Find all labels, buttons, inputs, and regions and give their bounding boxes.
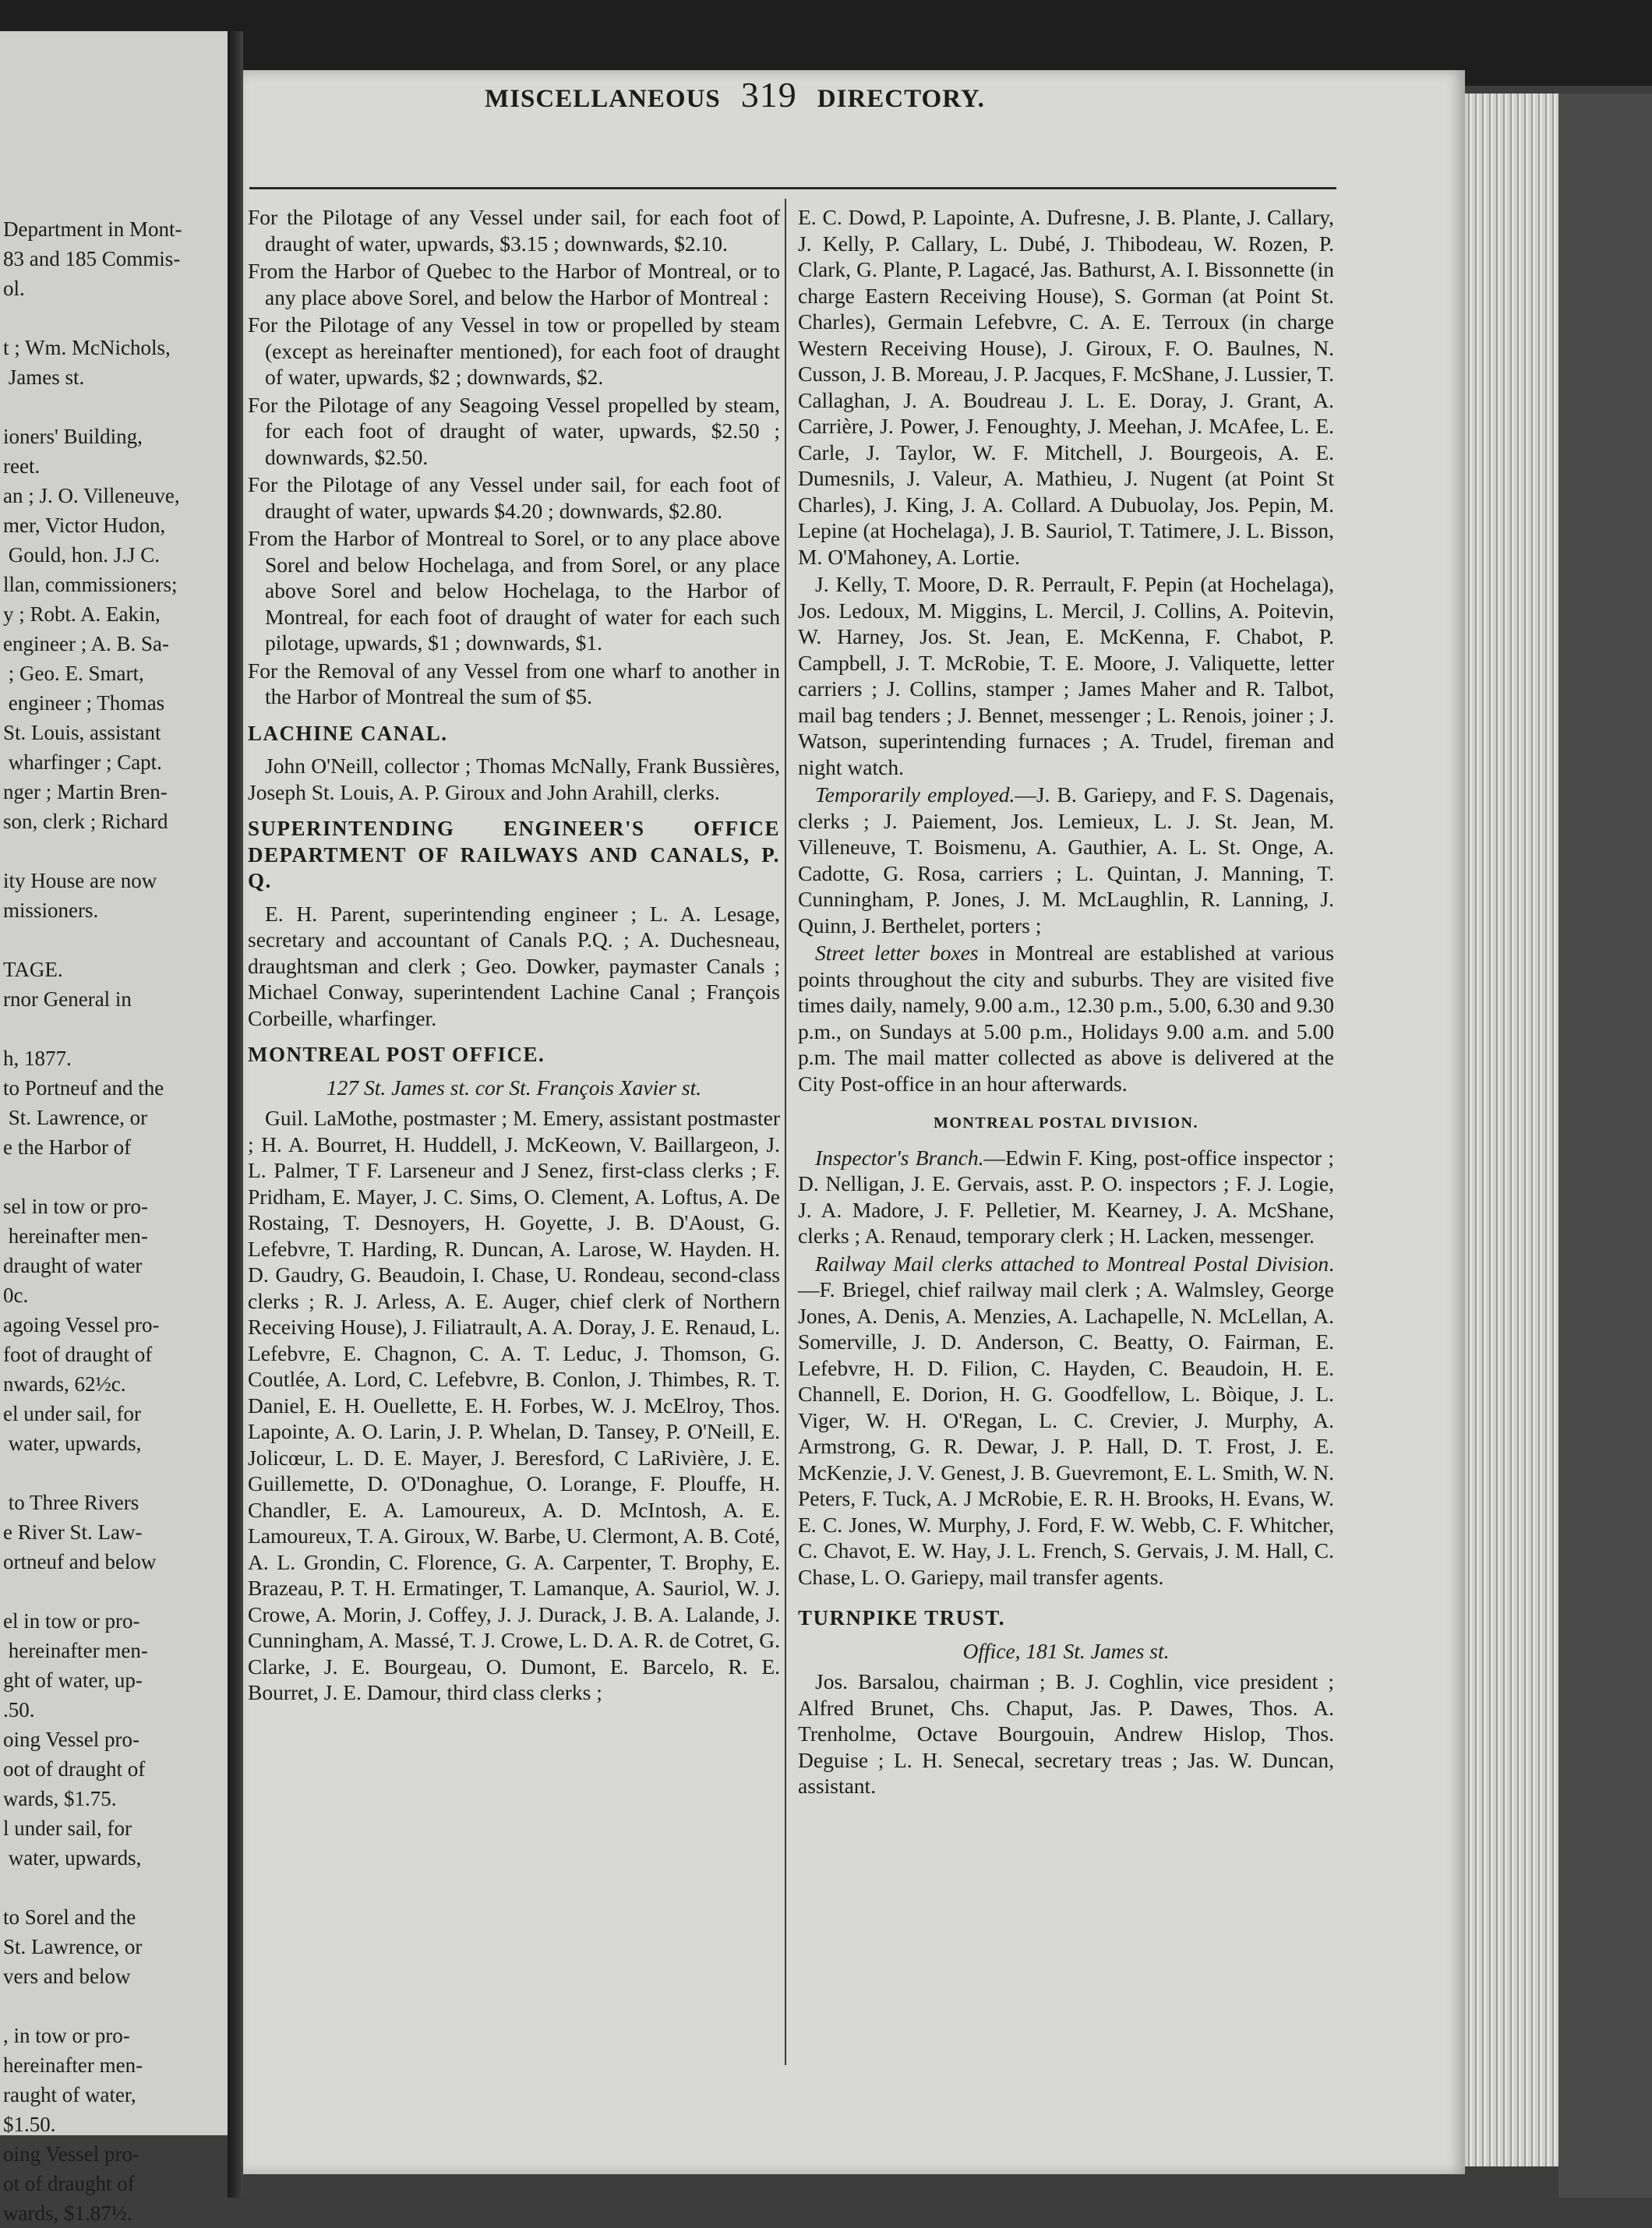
previous-page-line: wharfinger ; Capt. [3, 750, 162, 774]
previous-page-line [3, 1162, 223, 1192]
post-office-address [248, 1075, 780, 1101]
previous-page-line: h, 1877. [3, 1047, 72, 1070]
previous-page-line: St. Louis, assistant [3, 721, 161, 744]
previous-page-line: hereinafter men- [3, 2053, 143, 2077]
previous-page-line: oot of draught of [3, 1757, 146, 1781]
previous-page-line: ght of water, up- [3, 1668, 143, 1692]
previous-page-line: missioners. [3, 899, 99, 922]
previous-page-line: vers and below [3, 1965, 131, 1988]
previous-page-line: TAGE. [3, 958, 63, 981]
pilotage-entry: From the Harbor of Quebec to the Harbor of Montreal, or to any place above Sorel, and below the Harbor of Montreal : [248, 259, 780, 309]
pilotage-entry: For the Pilotage of any Vessel under sail, for each foot of draught of water, upwards $4.20 ; downwards, $2.80. [248, 472, 780, 523]
previous-page-line: t ; Wm. McNichols, [3, 336, 171, 359]
turnpike-office [798, 1638, 1334, 1665]
previous-page-line: ioners' Building, [3, 425, 143, 448]
previous-page-line: hereinafter men- [3, 1639, 148, 1662]
previous-page-line: el under sail, for [3, 1402, 141, 1425]
previous-page-line: mer, Victor Hudon, [3, 514, 166, 537]
letter-carriers: J. Kelly, T. Moore, D. R. Perrault, F. Pepin (at Hochelaga), Jos. Ledoux, M. Miggins, L. Mercil, J. Collins, A. Poitevin, W. Harney, Jos. St. Jean, E. McKenna, F. Chabot, P. Campbell, J. T. McRobie, T. E. Moore, J. Valiquette, letter carriers ; J. Collins, stamper ; James Maher and R. Talbot, mail bag tenders ; J. Bennet, messenger ; L. Renois, joiner ; J. Watson, superintending furnaces ; A. Trudel, fireman and night watch. [798, 572, 1334, 779]
previous-page-line: 0c. [3, 1283, 29, 1307]
previous-page-line: wards, $1.87½. [3, 2202, 132, 2225]
section-title-montreal-post-office: MONTREAL POST OFFICE. [248, 1043, 545, 1066]
temporarily-employed-text: —J. B. Gariepy, and F. S. Dagenais, clerks ; J. Paiement, Jos. Lemieux, L. J. St. Jean, M. Villeneuve, T. Boismenu, A. Gauthier, A. L. St. Onge, A. Cadotte, G. Rosa, carriers ; L. Quintan, J. Manning, T. Cunningham, P. Jones, J. M. McLaughlin, R. Lanning, J. Quinn, J. Berthelet, porters ; [798, 782, 1335, 937]
pilotage-entry: For the Pilotage of any Vessel under sail, for each foot of draught of water, upwards, $3.15 ; downwards, $2.10. [248, 205, 780, 256]
section-title-lachine-canal: LACHINE CANAL. [248, 721, 448, 745]
page-number: 319 [740, 75, 797, 115]
inspectors-branch-text: —Edwin F. King, post-office inspector ; D. Nelligan, J. E. Gervais, asst. P. O. inspectors ; F. J. Logie, J. A. Madore, J. F. Pelletier, M. Kearney, J. A. McShane, clerks ; A. Renaud, temporary clerk ; H. Lacken, messenger. [798, 1145, 1334, 1248]
lachine-canal-staff: John O'Neill, collector ; Thomas McNally, Frank Bussières, Joseph St. Louis, A. P. Giroux and John Arahill, clerks. [248, 754, 780, 804]
header-rule [249, 187, 1336, 189]
header-right: DIRECTORY. [817, 85, 985, 113]
post-office-staff: Guil. LaMothe, postmaster ; M. Emery, assistant postmaster ; H. A. Bourret, H. Huddell, J. McKeown, V. Baillargeon, J. L. Palmer, T F. Larseneur and J Senez, first-class clerks ; F. Pridham, E. Mayer, J. C. Sims, O. Clement, A. Loftus, A. De Rostaing, T. Desnoyers, H. Goyette, J. B. D'Aoust, G. Lefebvre, T. Harding, R. Duncan, A. Larose, W. Hayden. H. D. Gaudry, G. Beaudoin, I. Chase, U. Rondeau, second-class clerks ; R. J. Arless, A. E. Auger, chief clerk of Northern Receiving House), J. Filiatrault, A. A. Doray, J. E. Renaud, L. Lefebvre, E. Chagnon, C. A. T. Leduc, J. Thomson, G. Coutlée, A. Lord, C. Lefebvre, B. Conlon, J. Thimbes, R. T. Daniel, E. H. Ouellette, E. H. Forbes, W. J. McElroy, Thos. Lapointe, A. O. Larin, J. P. Whelan, D. Tansey, P. O'Neill, E. Jolicœur, L. D. E. Mayer, J. Beresford, C LaRivière, J. E. Guillemette, D. O'Donaghue, O. Lorange, F. Plouffe, H. Chandler, E. A. Lamoureux, A. D. McIntosh, A. E. Lamoureux, T. A. Giroux, W. Barbe, U. Clermont, A. B. Coté, A. L. Grondin, C. Florence, G. A. Carpenter, T. Brophy, E. Brazeau, P. T. H. Ermatinger, T. Lamanque, A. Sauriol, W. J. Crowe, A. Morin, J. Coffey, J. J. Durack, J. B. A. Lalande, J. Cunningham, A. Massé, T. J. Crowe, L. D. A. R. de Cotret, G. Clarke, J. E. Bourgeau, O. Dumont, E. Barcelo, R. E. Bourret, J. E. Damour, third class clerks ; [248, 1106, 780, 1704]
page-edges [1465, 94, 1558, 2166]
turnpike-office-label: Office, [962, 1638, 1021, 1663]
temporarily-employed-label: Temporarily employed. [815, 782, 1015, 807]
section-title-superintending-engineer: SUPERINTENDING ENGINEER'S OFFICE DEPARTMENT OF RAILWAYS AND CANALS, P. Q. [248, 817, 780, 892]
previous-page-line: raught of water, [3, 2083, 136, 2106]
header-left: MISCELLANEOUS [485, 85, 721, 113]
inspectors-branch [798, 1145, 1334, 1249]
section-title-postal-division: MONTREAL POSTAL DIVISION. [934, 1114, 1198, 1132]
previous-page-line: St. Lawrence, or [3, 1106, 148, 1129]
previous-page-line: water, upwards, [3, 1432, 142, 1455]
previous-page-text [3, 214, 223, 2228]
previous-page-fragment [0, 31, 228, 2225]
pilotage-entry: From the Harbor of Montreal to Sorel, or to any place above Sorel and below Hochelaga, and from Sorel, or any place above Sorel and below Hochelaga, to the Harbor of Montreal, for each foot of draught of water for each such pilotage, upwards, $1 ; downwards, $1. [248, 526, 780, 655]
previous-page-line: e the Harbor of [3, 1135, 132, 1159]
previous-page-line: foot of draught of [3, 1343, 153, 1366]
scan-edge [1558, 94, 1652, 2198]
turnpike-trust-members: Jos. Barsalou, chairman ; B. J. Coghlin, vice president ; Alfred Brunet, Chs. Chaput, Jas. P. Dawes, Thos. A. Trenholme, Octave Bourgouin, Andrew Hislop, Thos. Deguise ; L. H. Senecal, secretary treas ; Jas. W. Duncan, assistant. [798, 1669, 1334, 1798]
previous-page-line: reet. [3, 454, 41, 478]
previous-page-line [3, 392, 223, 422]
previous-page-line: son, clerk ; Richard [3, 810, 168, 833]
pilotage-entry: For the Pilotage of any Vessel in tow or propelled by steam (except as hereinafter mentioned), for each foot of draught of water, upwards, $2 ; downwards, $2. [248, 312, 780, 389]
previous-page-line: St. Lawrence, or [3, 1935, 143, 1958]
previous-page-line: engineer ; A. B. Sa- [3, 632, 169, 655]
previous-page-line: to Portneuf and the [3, 1076, 164, 1100]
previous-page-line: Department in Mont- [3, 217, 182, 241]
previous-page-line [3, 836, 223, 866]
previous-page-line: Gould, hon. J.J C. [3, 543, 161, 567]
previous-page-line: , in tow or pro- [3, 2024, 130, 2047]
previous-page-line: l under sail, for [3, 1817, 132, 1840]
pilotage-entry: For the Pilotage of any Seagoing Vessel propelled by steam, for each foot of draught of water, upwards, $2.50 ; downwards, $2.50. [248, 392, 780, 469]
railway-mail-clerks [798, 1251, 1334, 1591]
left-column [248, 204, 780, 1707]
railway-mail-clerks-label: Railway Mail clerks attached to Montreal Postal Division [815, 1251, 1329, 1276]
turnpike-office-address: 181 St. James st. [1020, 1638, 1170, 1663]
previous-page-line: oing Vessel pro- [3, 2142, 139, 2166]
previous-page-line: ; Geo. E. Smart, [3, 662, 144, 685]
pilotage-entry: For the Removal of any Vessel from one wharf to another in the Harbor of Montreal the sum of $5. [248, 658, 780, 708]
previous-page-line [3, 1458, 223, 1488]
temporarily-employed [798, 782, 1334, 938]
previous-page-line: e River St. Law- [3, 1520, 143, 1544]
previous-page-line: ol. [3, 277, 25, 300]
running-header [252, 74, 1218, 121]
column-separator [785, 199, 786, 2065]
previous-page-line: .50. [3, 1698, 35, 1721]
previous-page-line: llan, commissioners; [3, 573, 178, 596]
previous-page-line: ity House are now [3, 869, 157, 892]
previous-page-line: water, upwards, [3, 1846, 142, 1870]
previous-page-line: draught of water [3, 1254, 143, 1277]
previous-page-line: engineer ; Thomas [3, 691, 165, 715]
previous-page-line: agoing Vessel pro- [3, 1313, 160, 1336]
previous-page-line: sel in tow or pro- [3, 1195, 148, 1218]
previous-page-line: y ; Robt. A. Eakin, [3, 602, 161, 626]
previous-page-line [3, 1991, 223, 2021]
previous-page-line: to Sorel and the [3, 1905, 136, 1929]
previous-page-line: James st. [3, 365, 85, 389]
street-letter-boxes-label: Street letter boxes [815, 941, 979, 965]
previous-page-line [3, 925, 223, 955]
inspectors-branch-label: Inspector's Branch. [815, 1145, 984, 1170]
right-column [798, 204, 1334, 1801]
street-letter-boxes-text: in Montreal are established at various points throughout the city and suburbs. They are visited five times daily, namely, 9.00 a.m., 12.30 p.m., 5.00, 6.30 and 9.30 p.m., on Sundays at 5.00 p.m., Holidays 9.00 a.m. and 5.00 p.m. The mail matter collected as above is delivered at the City Post-office in an hour afterwards. [798, 941, 1334, 1096]
previous-page-line: ortneuf and below [3, 1550, 157, 1573]
previous-page-line: rnor General in [3, 987, 132, 1011]
previous-page-line: oing Vessel pro- [3, 1728, 139, 1751]
book-gutter [228, 31, 243, 2198]
post-office-staff-continued: E. C. Dowd, P. Lapointe, A. Dufresne, J. B. Plante, J. Callary, J. Kelly, P. Callary, L. Dubé, J. Thibodeau, W. Rozen, P. Clark, G. Plante, P. Lagacé, Jas. Bathurst, A. I. Bissonnette (in charge Eastern Receiving House), S. Gorman (at Point St. Charles), Germain Lefebvre, C. A. E. Terroux (in charge Western Receiving House), J. Giroux, F. O. Baulnes, N. Cusson, J. B. Moreau, J. P. Jacques, F. McShane, J. Lussier, T. Callaghan, J. A. Boudreau J. L. E. Doray, J. Grant, A. Carrière, J. Power, J. Fenoughty, J. Meehan, J. McAfee, L. E. Carle, J. Taylor, W. F. Mitchell, J. Bourgeois, A. E. Dumesnils, J. Valeur, A. Mathieu, J. Nugent (at Point St Charles), J. King, J. A. Collard. A Dubuolay, Jos. Pepin, M. Lepine (at Hochelaga), J. B. Sauriol, T. Tatimere, J. L. Bisson, M. O'Mahoney, A. Lortie. [798, 205, 1334, 569]
previous-page-line [3, 1873, 223, 1902]
previous-page-line: el in tow or pro- [3, 1609, 140, 1633]
previous-page-line: an ; J. O. Villeneuve, [3, 484, 180, 507]
railway-mail-clerks-text: .—F. Briegel, chief railway mail clerk ; A. Walmsley, George Jones, A. Denis, A. Menzies, A. Lachapelle, N. McLellan, A. Somerville, J. D. Anderson, C. Beatty, O. Fairman, E. Lefebvre, H. D. Filion, C. Hayden, C. Beaudoin, H. E. Channell, E. Dorion, H. G. Goodfellow, L. Bòique, J. L. Viger, W. H. O'Regan, L. C. Crevier, J. Murphy, A. Armstrong, G. R. Dewar, J. P. Hall, D. T. Frost, J. E. McKenzie, J. V. Genest, J. B. Guevremont, E. L. Smith, W. N. Peters, F. Tuck, A. J McRobie, E. R. H. Brooks, H. Evans, W. E. C. Jones, W. Murphy, J. Ford, F. W. Webb, C. F. Whitcher, C. Chavot, E. W. Hay, J. L. French, S. Gervais, J. M. Hall, C. Chase, L. O. Gariepy, mail transfer agents. [798, 1251, 1334, 1589]
post-office-address-text: 127 St. James st. cor St. François Xavier st. [326, 1075, 702, 1100]
previous-page-line: to Three Rivers [3, 1491, 139, 1514]
previous-page-line: nwards, 62½c. [3, 1372, 126, 1396]
street-letter-boxes [798, 940, 1334, 1096]
previous-page-line: $1.50. [3, 2113, 56, 2136]
section-title-turnpike-trust: TURNPIKE TRUST. [798, 1606, 1006, 1630]
superintending-engineer-staff: E. H. Parent, superintending engineer ; L. A. Lesage, secretary and accountant of Canals P.Q. ; A. Duchesneau, draughtsman and clerk ; Geo. Dowker, paymaster Canals ; Michael Conway, superintendent Lachine Canal ; François Corbeille, wharfinger. [248, 901, 780, 1030]
previous-page-line: 83 and 185 Commis- [3, 247, 181, 270]
previous-page-line: hereinafter men- [3, 1224, 148, 1248]
previous-page-line: nger ; Martin Bren- [3, 780, 168, 803]
previous-page-line [3, 1014, 223, 1043]
previous-page-line [3, 303, 223, 333]
previous-page-line: wards, $1.75. [3, 1787, 117, 1810]
previous-page-line: ot of draught of [3, 2172, 135, 2195]
previous-page-line [3, 1577, 223, 1606]
